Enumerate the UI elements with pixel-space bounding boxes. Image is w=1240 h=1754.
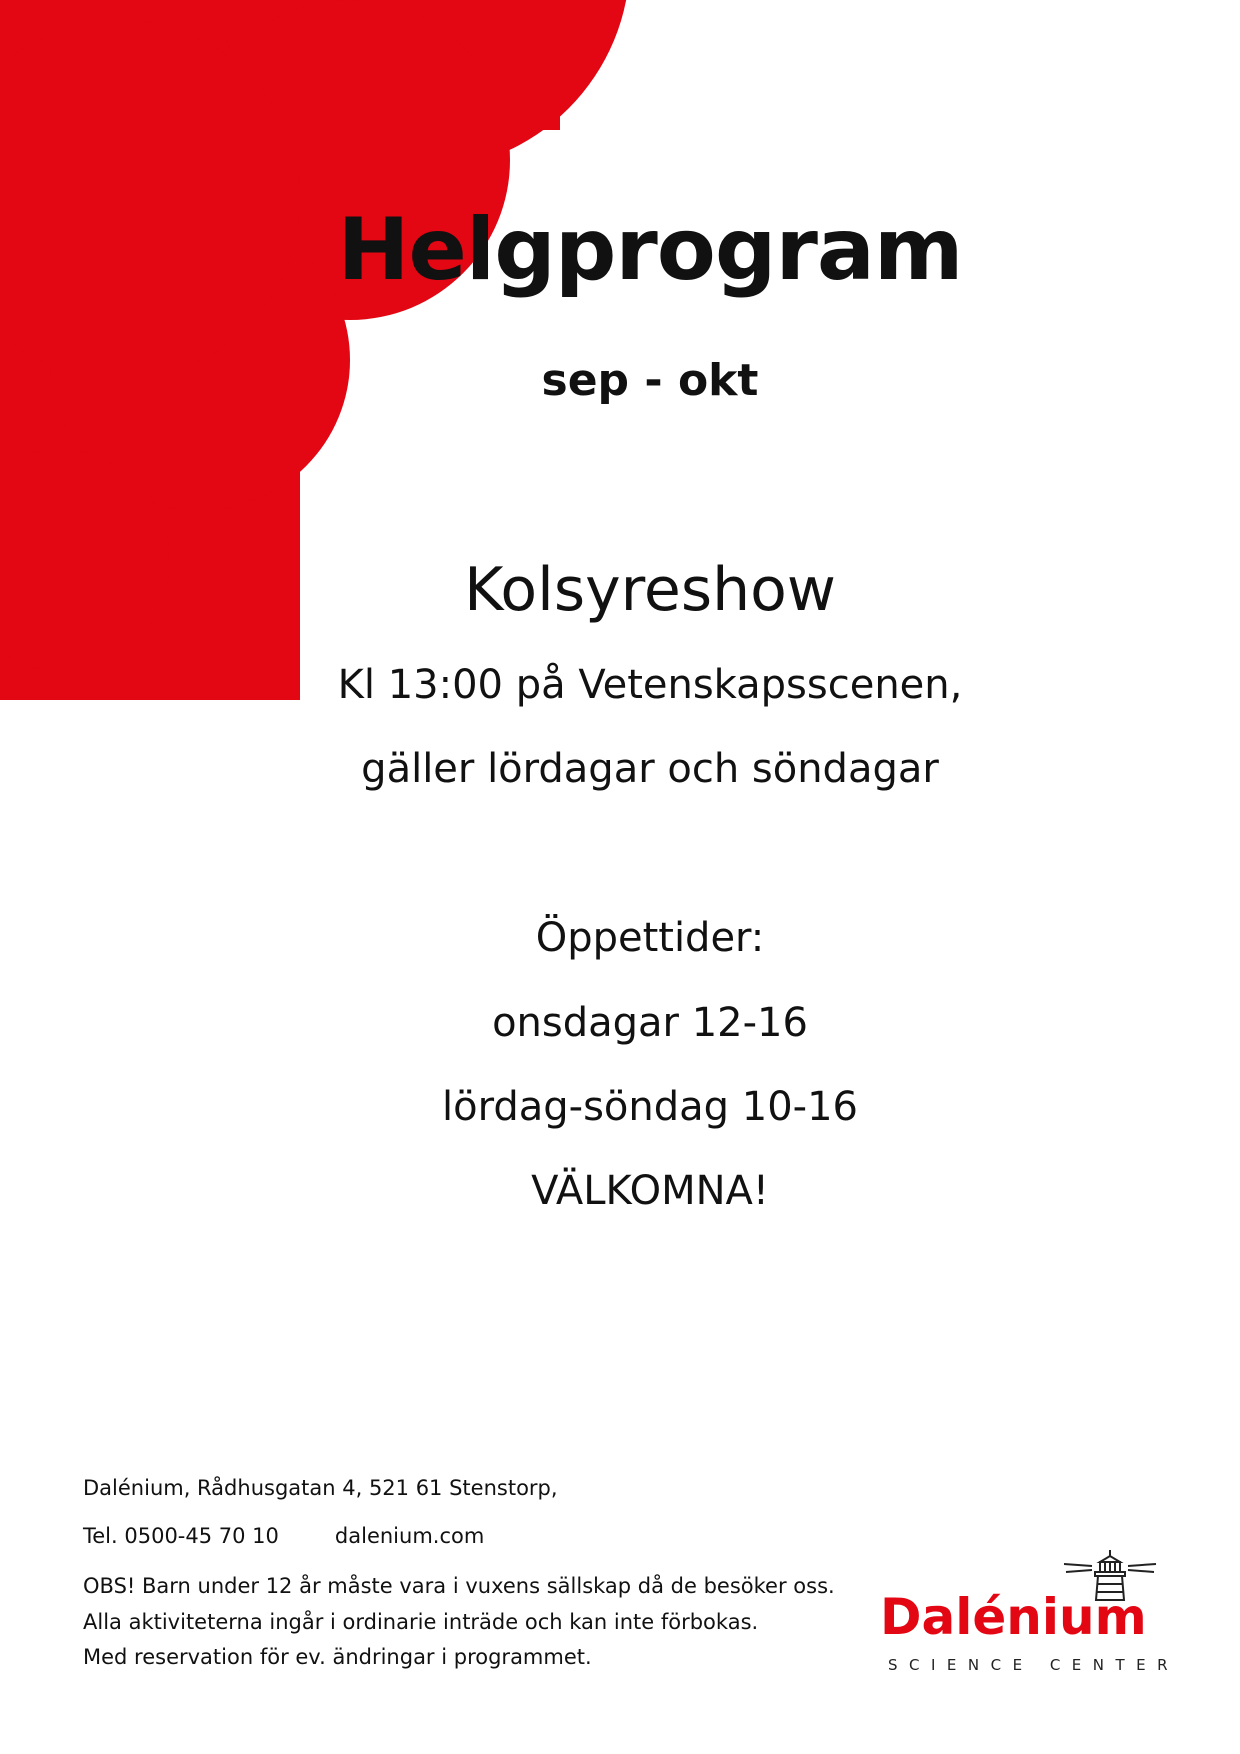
welcome-text: VÄLKOMNA! [531, 1168, 769, 1214]
footer-address: Dalénium, Rådhusgatan 4, 521 61 Stenstorp, [83, 1476, 558, 1500]
page-title: Helgprogram [337, 200, 963, 300]
footer-contact [83, 1524, 484, 1548]
opening-hours-weekend: lördag-söndag 10-16 [442, 1084, 858, 1130]
footer-note-reservation: Med reservation för ev. ändringar i programmet. [83, 1645, 592, 1669]
footer-website-link[interactable]: dalenium.com [334, 1524, 485, 1548]
show-days: gäller lördagar och söndagar [361, 746, 939, 792]
opening-hours-heading: Öppettider: [535, 915, 765, 961]
logo-wordmark: Dalénium [880, 1588, 1147, 1646]
show-title: Kolsyreshow [464, 555, 836, 625]
footer-phone: Tel. 0500-45 70 10 [83, 1524, 279, 1548]
show-time: Kl 13:00 på Vetenskapsscenen, [337, 662, 963, 708]
dalenium-logo [880, 1548, 1180, 1678]
footer-note-activities: Alla aktiviteterna ingår i ordinarie inträde och kan inte förbokas. [83, 1610, 759, 1634]
logo-tagline: SCIENCE CENTER [888, 1656, 1180, 1674]
footer-note-children: OBS! Barn under 12 år måste vara i vuxens sällskap då de besöker oss. [83, 1574, 835, 1598]
date-range: sep - okt [541, 355, 759, 406]
opening-hours-weekday: onsdagar 12-16 [492, 1000, 808, 1046]
